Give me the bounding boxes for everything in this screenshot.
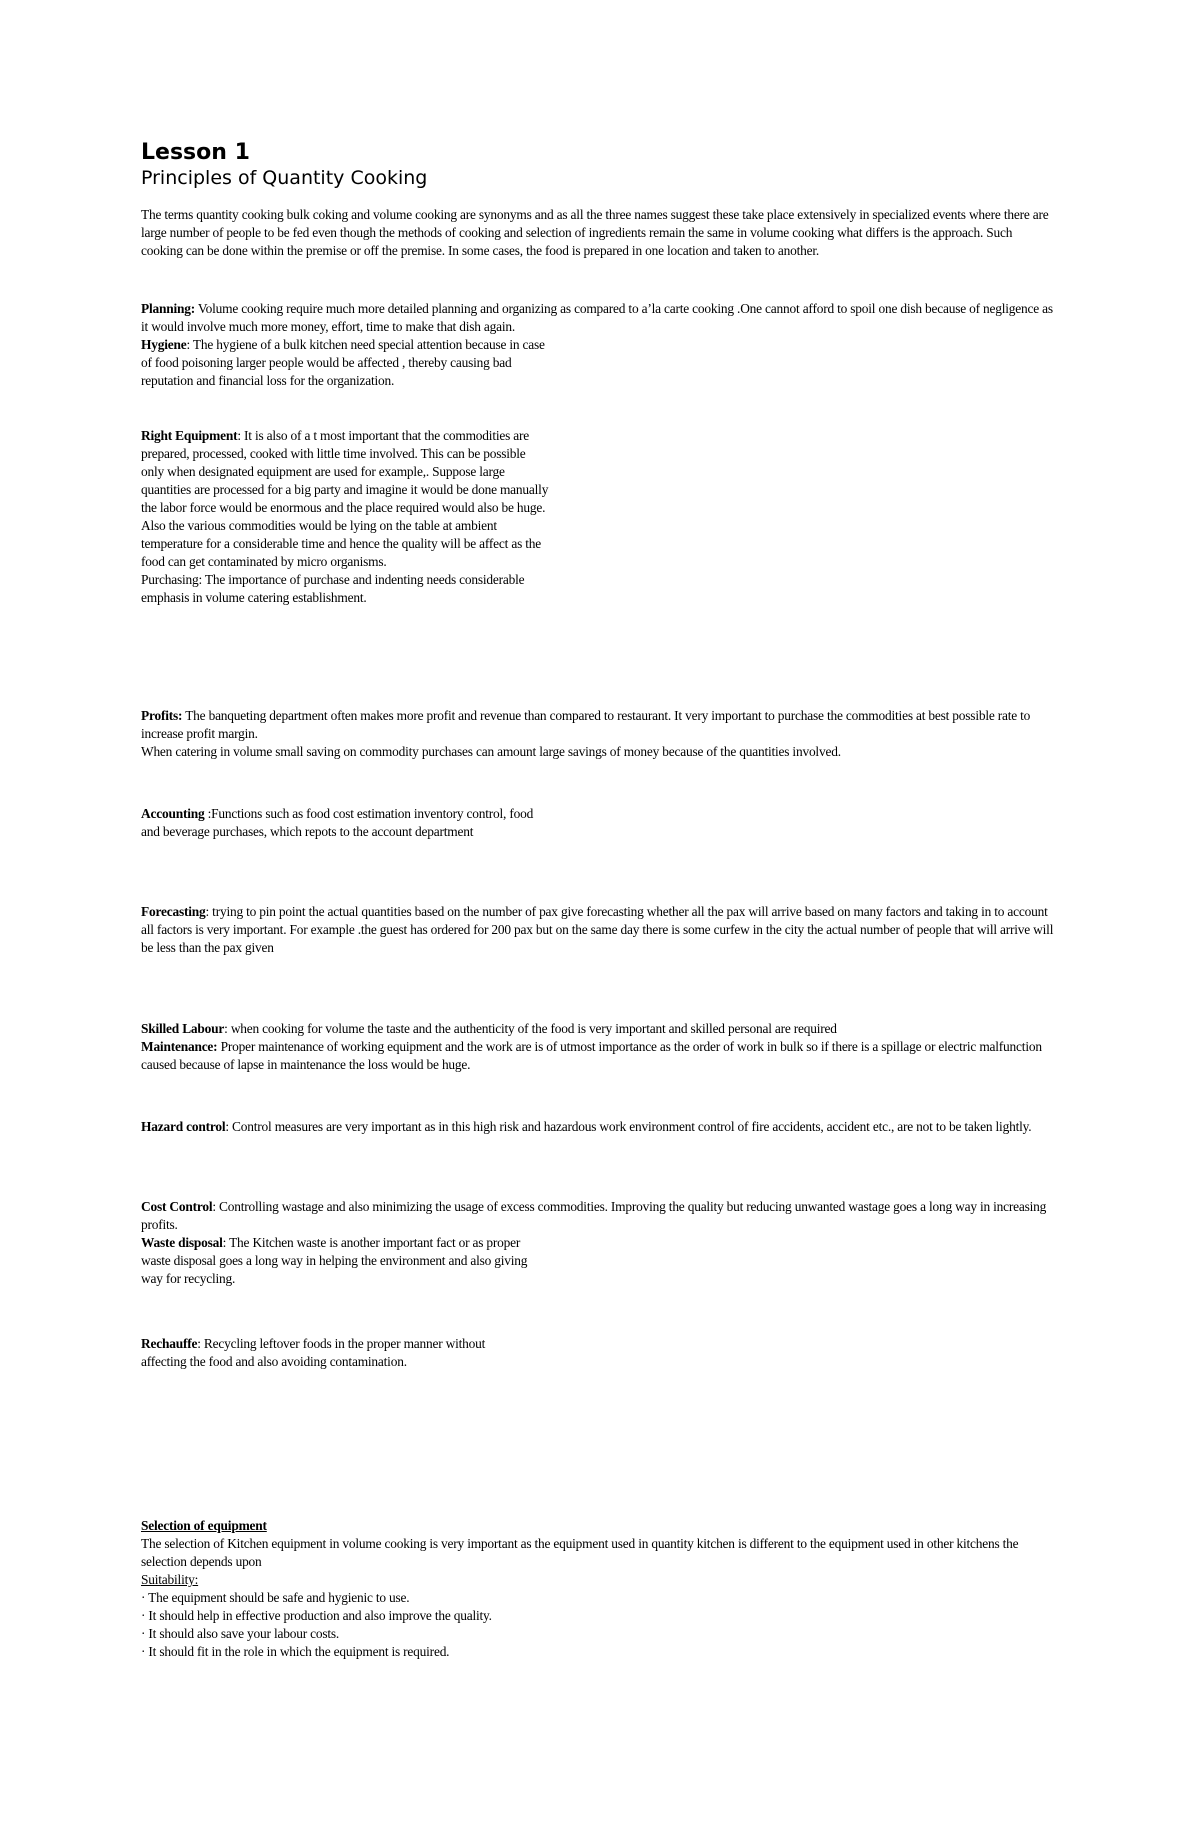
profits-section	[141, 707, 1056, 761]
page-title: Principles of Quantity Cooking	[141, 167, 428, 189]
cost-text: : Controlling wastage and also minimizing the usage of excess commodities. Improving the quality but reducing unwanted wastage goes a long way in increasing profits.	[141, 1199, 1047, 1232]
equipment-section	[141, 427, 1056, 607]
selection-heading: Selection of equipment	[141, 1518, 267, 1533]
selection-paragraph: The selection of Kitchen equipment in volume cooking is very important as the equipment used in quantity kitchen is different to the equipment used in other kitchens the selection depends upon	[141, 1536, 1019, 1569]
cost-paragraph	[141, 1198, 1056, 1234]
hazard-section	[141, 1118, 1056, 1136]
maintenance-text: Proper maintenance of working equipment and the work are is of utmost importance as the order of work in bulk so if there is a spillage or electric malfunction caused because of lapse in maintenance the loss would be huge.	[141, 1039, 1042, 1072]
accounting-label: Accounting	[141, 806, 205, 821]
cost-label: Cost Control	[141, 1199, 213, 1214]
forecasting-text: : trying to pin point the actual quantities based on the number of pax give forecasting whether all the pax will arrive based on many factors and taking in to account all factors is very important. For example .the guest has ordered for 200 pax but on the same day there is some curfew in the city the actual number of people that will arrive will be less than the pax given	[141, 904, 1054, 955]
maintenance-label: Maintenance:	[141, 1039, 218, 1054]
hazard-label: Hazard control	[141, 1119, 226, 1134]
skilled-label: Skilled Labour	[141, 1021, 225, 1036]
bullet-item: · It should help in effective production and also improve the quality.	[141, 1608, 492, 1623]
lesson-heading: Lesson 1	[141, 140, 250, 165]
purchasing-paragraph: Purchasing: The importance of purchase and indenting needs considerable emphasis in volume catering establishment.	[141, 572, 525, 605]
profits-text: The banqueting department often makes more profit and revenue than compared to restaurant. It very important to purchase the commodities at best possible rate to increase profit margin.	[141, 708, 1031, 741]
suitability-label: Suitability:	[141, 1572, 199, 1587]
equipment-text: : It is also of a t most important that the commodities are prepared, processed, cooked with little time involved. This can be possible only when designated equipment are used for example,. Suppose large quantities are processed for a big party and imagine it would be done manually the labor force would be enormous and the place required would also be huge. Also the various commodities would be lying on the table at ambient temperature for a considerable time and hence the quality will be affect as the food can get contaminated by micro organisms.	[141, 428, 549, 569]
hygiene-label: Hygiene	[141, 337, 187, 352]
equipment-label: Right Equipment	[141, 428, 238, 443]
selection-section	[141, 1517, 1056, 1661]
profits-paragraph	[141, 707, 1056, 743]
forecasting-paragraph	[141, 903, 1056, 957]
intro-paragraph: The terms quantity cooking bulk coking and volume cooking are synonyms and as all the three names suggest these take place extensively in specialized events where there are large number of people to be fed even though the methods of cooking and selection of ingredients remain the same in volume cooking what differs is the approach. Such cooking can be done within the premise or off the premise. In some cases, the food is prepared in one location and taken to another.	[141, 207, 1049, 258]
forecasting-label: Forecasting	[141, 904, 206, 919]
profits-paragraph-2: When catering in volume small saving on commodity purchases can amount large savings of money because of the quantities involved.	[141, 744, 841, 759]
planning-text: Volume cooking require much more detailed planning and organizing as compared to a’la carte cooking .One cannot afford to spoil one dish because of negligence as it would involve much more money, effort, time to make that dish again.	[141, 301, 1053, 334]
forecasting-section	[141, 903, 1056, 957]
planning-paragraph	[141, 300, 1056, 336]
accounting-paragraph	[141, 805, 551, 841]
waste-paragraph	[141, 1234, 551, 1288]
hygiene-paragraph	[141, 336, 551, 390]
waste-label: Waste disposal	[141, 1235, 223, 1250]
profits-label: Profits:	[141, 708, 183, 723]
skilled-paragraph	[141, 1020, 1056, 1038]
skilled-text: : when cooking for volume the taste and the authenticity of the food is very important and skilled personal are required	[224, 1021, 837, 1036]
bullet-item: · It should also save your labour costs.	[141, 1626, 340, 1641]
rechauffe-paragraph	[141, 1335, 526, 1371]
cost-section	[141, 1198, 1056, 1288]
rechauffe-text: : Recycling leftover foods in the proper manner without affecting the food and also avoiding contamination.	[141, 1336, 486, 1369]
skilled-section	[141, 1020, 1056, 1074]
bullet-item: · It should fit in the role in which the equipment is required.	[141, 1644, 450, 1659]
planning-label: Planning:	[141, 301, 196, 316]
maintenance-paragraph	[141, 1038, 1056, 1074]
accounting-section	[141, 805, 1056, 841]
bullet-item: · The equipment should be safe and hygienic to use.	[141, 1590, 410, 1605]
rechauffe-section	[141, 1335, 1056, 1371]
rechauffe-label: Rechauffe	[141, 1336, 198, 1351]
hygiene-text: : The hygiene of a bulk kitchen need special attention because in case of food poisoning larger people would be affected , thereby causing bad reputation and financial loss for the organization.	[141, 337, 545, 388]
hazard-paragraph	[141, 1118, 1056, 1136]
waste-text: : The Kitchen waste is another important fact or as proper waste disposal goes a long way in helping the environment and also giving way for recycling.	[141, 1235, 528, 1286]
hazard-text: : Control measures are very important as in this high risk and hazardous work environment control of fire accidents, accident etc., are not to be taken lightly.	[225, 1119, 1032, 1134]
accounting-text: :Functions such as food cost estimation inventory control, food and beverage purchases, which repots to the account department	[141, 806, 534, 839]
equipment-paragraph	[141, 427, 551, 571]
planning-section	[141, 300, 1056, 390]
header-block	[141, 140, 1056, 260]
